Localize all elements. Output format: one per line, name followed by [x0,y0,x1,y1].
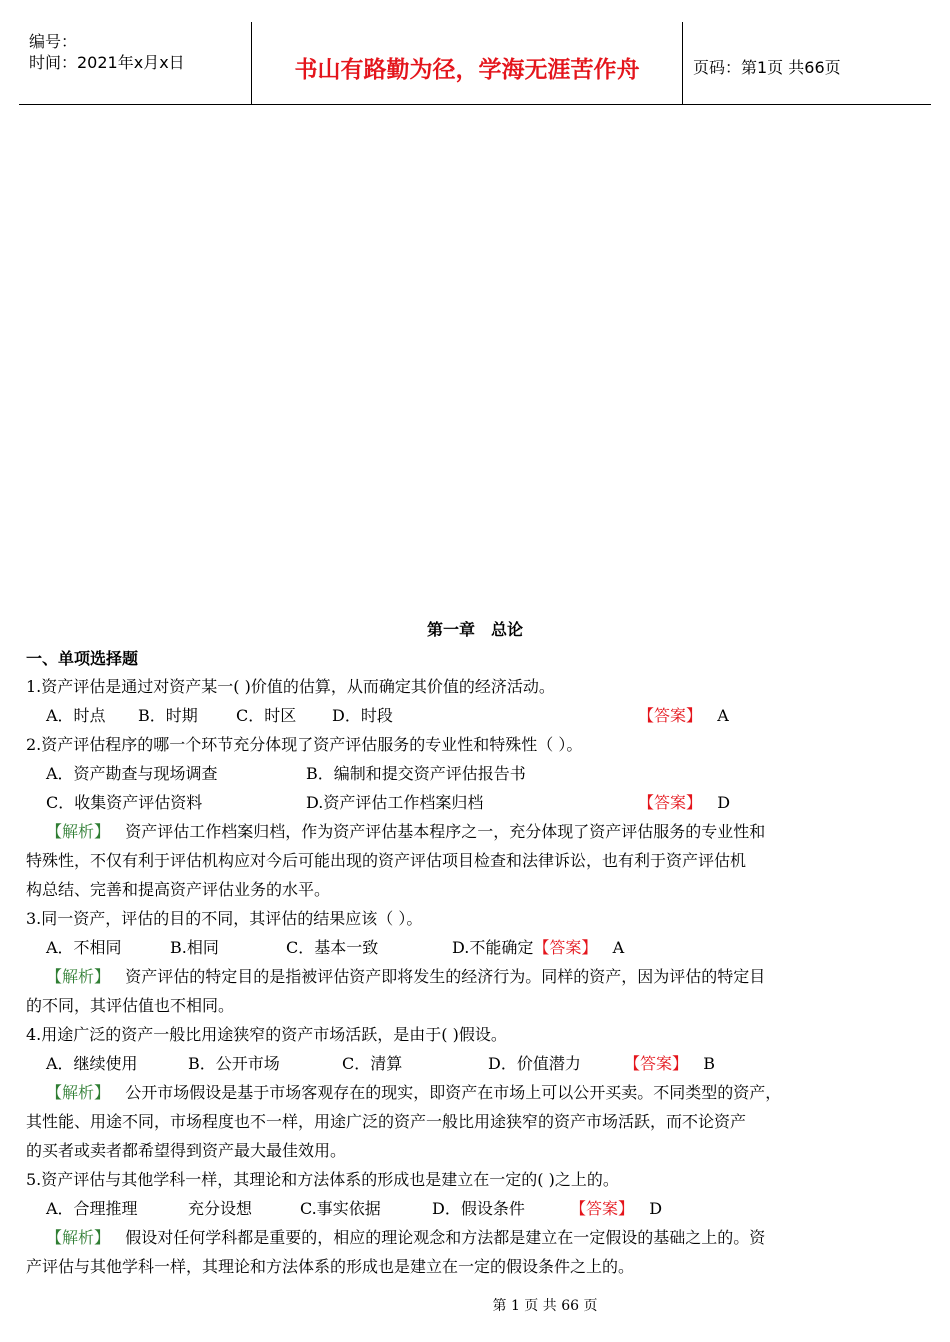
question-4-answer [624,1054,715,1073]
question-2-explanation-line2: 特殊性，不仅有利于评估机构应对今后可能出现的资产评估项目检查和法律诉讼，也有利于资产评估机 [26,851,747,870]
question-4-explanation-line2: 其性能、用途不同，市场程度也不一样，用途广泛的资产一般比用途狭窄的资产市场活跃，而不论资产 [26,1112,747,1131]
answer-tag: 【答案】 [570,1199,635,1218]
question-4-explanation-line3: 的买者或卖者都希望得到资产最大最佳效用。 [26,1141,347,1160]
answer-value: A [717,706,729,725]
question-5-explanation-line1: 【解析】 假设对任何学科都是重要的，相应的理论观念和方法都是建立在一定假设的基础之上的。资 [46,1228,766,1247]
page-header [19,22,931,105]
question-4-stem: 4.用途广泛的资产一般比用途狭窄的资产市场活跃，是由于( )假设。 [26,1025,507,1044]
option-b: B．公开市场 [188,1054,280,1073]
question-2-options-row1 [26,759,918,788]
question-3-stem: 3.同一资产，评估的目的不同，其评估的结果应该（ ）。 [26,909,423,928]
question-2-stem: 2.资产评估程序的哪一个环节充分体现了资产评估服务的专业性和特殊性（ ）。 [26,735,583,754]
section-title: 一、单项选择题 [26,649,139,668]
option-d: D.资产评估工作档案归档 [306,793,484,812]
question-1-options [26,701,918,730]
option-c: C．基本一致 [286,938,379,957]
option-c: C.事实依据 [300,1199,381,1218]
question-5-options [26,1194,918,1223]
question-5-explanation-line2: 产评估与其他学科一样，其理论和方法体系的形成也是建立在一定的假设条件之上的。 [26,1257,635,1276]
option-b: 充分设想 [188,1199,253,1218]
explain-tag: 【解析】 [46,1083,111,1102]
time-label: 时间：2021年x月x日 [29,53,185,72]
header-page-code: 页码：第1页 共66页 [693,57,841,77]
answer-value: D [649,1199,663,1218]
answer-tag: 【答案】 [624,1054,689,1073]
option-b: B.相同 [170,938,219,957]
option-c: C．时区 [236,706,297,725]
explain-tag: 【解析】 [46,967,111,986]
question-3-options [26,933,918,962]
question-3-answer [533,938,624,957]
question-2-options-row2 [26,788,918,817]
question-2-explanation-line3: 构总结、完善和提高资产评估业务的水平。 [26,880,331,899]
question-4-options [26,1049,918,1078]
option-c: C．清算 [342,1054,403,1073]
option-a: A．时点 [46,706,106,725]
question-list [26,672,918,1281]
option-b: B．时期 [138,706,198,725]
header-motto: 书山有路勤为径，学海无涯苦作舟 [252,22,683,104]
option-c: C．收集资产评估资料 [46,793,203,812]
option-a: A．资产勘查与现场调查 [46,764,218,783]
question-2-answer [638,788,730,817]
answer-tag: 【答案】 [638,793,703,812]
answer-tag: 【答案】 [638,706,703,725]
answer-value: D [717,793,731,812]
option-d: D．时段 [332,706,393,725]
question-2-explanation-line1: 【解析】 资产评估工作档案归档，作为资产评估基本程序之一，充分体现了资产评估服务的专业性和 [46,822,766,841]
explain-tag: 【解析】 [46,1228,111,1247]
option-a: A．合理推理 [46,1199,138,1218]
option-d: D.不能确定 [452,938,534,957]
question-1-answer [638,701,729,730]
question-1-stem: 1.资产评估是通过对资产某一( )价值的估算，从而确定其价值的经济活动。 [26,677,555,696]
chapter-title: 第一章 总论 [426,620,523,639]
question-4-explanation-line1: 【解析】 公开市场假设是基于市场客观存在的现实，即资产在市场上可以公开买卖。不同类型的资产， [46,1083,782,1102]
number-label: 编号： [29,32,78,51]
question-3-explanation-line2: 的不同，其评估值也不相同。 [26,996,235,1015]
question-5-stem: 5.资产评估与其他学科一样，其理论和方法体系的形成也是建立在一定的( )之上的。 [26,1170,619,1189]
answer-value: B [703,1054,716,1073]
explain-tag: 【解析】 [46,822,111,841]
option-a: A．继续使用 [46,1054,138,1073]
page-footer: 第 1 页 共 66 页 [492,1298,598,1314]
question-5-answer [570,1199,662,1218]
option-d: D．假设条件 [432,1199,525,1218]
answer-tag: 【答案】 [533,938,598,957]
header-meta [19,22,252,104]
option-d: D．价值潜力 [488,1054,581,1073]
option-a: A．不相同 [46,938,122,957]
answer-value: A [612,938,625,957]
option-b: B．编制和提交资产评估报告书 [306,764,526,783]
question-3-explanation-line1: 【解析】 资产评估的特定目的是指被评估资产即将发生的经济行为。同样的资产，因为评估的特定目 [46,967,766,986]
